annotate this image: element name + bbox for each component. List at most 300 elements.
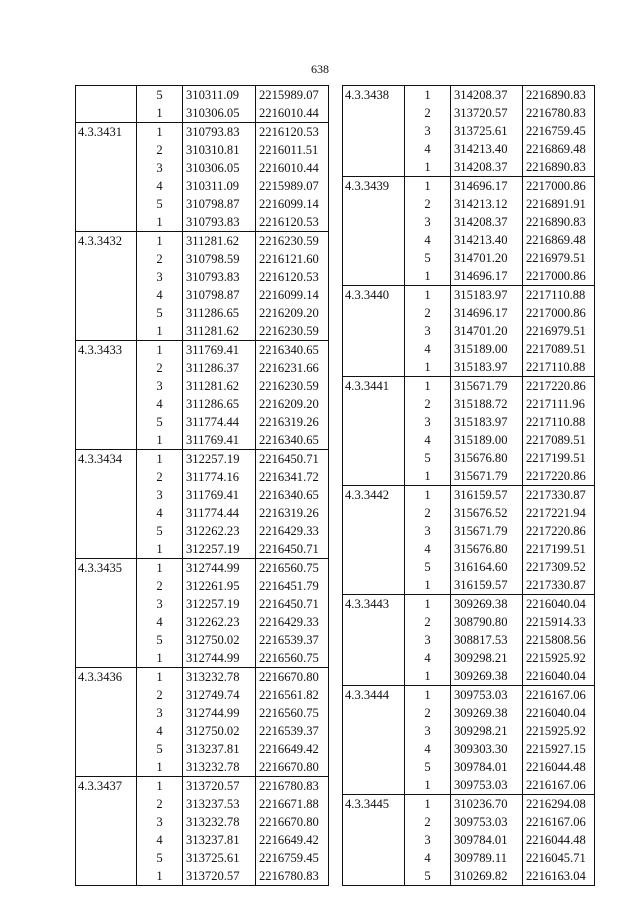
- table-row: [76, 758, 329, 777]
- x-coordinate: 313232.78: [183, 813, 256, 831]
- y-coordinate: 2216230.59: [256, 322, 329, 341]
- table-row: [76, 322, 329, 341]
- y-coordinate: 2216167.06: [523, 776, 595, 795]
- x-coordinate: 315676.80: [451, 449, 523, 467]
- table-row: [76, 504, 329, 522]
- y-coordinate: 2217330.87: [523, 486, 595, 505]
- y-coordinate: 2216319.26: [256, 413, 329, 431]
- table-row: [76, 540, 329, 559]
- parcel-id: [343, 449, 405, 467]
- coordinates-table-left: [75, 85, 329, 886]
- point-number: 1: [405, 377, 451, 396]
- point-number: 1: [137, 559, 183, 578]
- table-row: [76, 468, 329, 486]
- parcel-id: [76, 141, 137, 159]
- y-coordinate: 2216341.72: [256, 468, 329, 486]
- point-number: 4: [137, 831, 183, 849]
- x-coordinate: 310236.70: [451, 795, 523, 814]
- x-coordinate: 308790.80: [451, 613, 523, 631]
- parcel-id: 4.3.3442: [343, 486, 405, 505]
- x-coordinate: 311774.44: [183, 504, 256, 522]
- x-coordinate: 312749.74: [183, 686, 256, 704]
- point-number: 2: [405, 813, 451, 831]
- parcel-id: [343, 704, 405, 722]
- point-number: 5: [405, 449, 451, 467]
- point-number: 3: [137, 595, 183, 613]
- y-coordinate: 2216120.53: [256, 123, 329, 142]
- x-coordinate: 314208.37: [451, 213, 523, 231]
- parcel-id: [76, 159, 137, 177]
- table-row: [76, 631, 329, 649]
- x-coordinate: 309784.01: [451, 758, 523, 776]
- x-coordinate: 311281.62: [183, 232, 256, 251]
- point-number: 1: [405, 86, 451, 105]
- y-coordinate: 2216045.71: [523, 849, 595, 867]
- parcel-id: [343, 522, 405, 540]
- table-row: [76, 413, 329, 431]
- parcel-id: [76, 468, 137, 486]
- parcel-id: [343, 304, 405, 322]
- y-coordinate: 2217330.87: [523, 576, 595, 595]
- point-number: 1: [405, 158, 451, 177]
- table-row: [76, 849, 329, 867]
- x-coordinate: 315671.79: [451, 522, 523, 540]
- point-number: 1: [137, 341, 183, 360]
- point-number: 2: [137, 686, 183, 704]
- y-coordinate: 2216560.75: [256, 704, 329, 722]
- parcel-id: [76, 377, 137, 395]
- table-row: [76, 795, 329, 813]
- x-coordinate: 309269.38: [451, 667, 523, 686]
- y-coordinate: 2216979.51: [523, 249, 595, 267]
- x-coordinate: 313237.81: [183, 740, 256, 758]
- table-row: [76, 777, 329, 796]
- table-row: [76, 341, 329, 360]
- x-coordinate: 310793.83: [183, 268, 256, 286]
- point-number: 3: [137, 704, 183, 722]
- x-coordinate: 313237.81: [183, 831, 256, 849]
- y-coordinate: 2217199.51: [523, 540, 595, 558]
- table-row: [343, 177, 595, 196]
- y-coordinate: 2215989.07: [256, 177, 329, 195]
- parcel-id: [343, 467, 405, 486]
- parcel-id: [343, 340, 405, 358]
- table-row: [76, 522, 329, 540]
- y-coordinate: 2216780.83: [523, 104, 595, 122]
- parcel-id: [343, 576, 405, 595]
- y-coordinate: 2215927.15: [523, 740, 595, 758]
- y-coordinate: 2216340.65: [256, 486, 329, 504]
- x-coordinate: 315671.79: [451, 467, 523, 486]
- parcel-id: 4.3.3438: [343, 86, 405, 105]
- y-coordinate: 2216869.48: [523, 231, 595, 249]
- parcel-id: [76, 195, 137, 213]
- table-row: [343, 449, 595, 467]
- x-coordinate: 311281.62: [183, 322, 256, 341]
- parcel-id: [76, 486, 137, 504]
- table-row: [343, 831, 595, 849]
- y-coordinate: 2216231.66: [256, 359, 329, 377]
- y-coordinate: 2216040.04: [523, 704, 595, 722]
- table-row: [76, 486, 329, 504]
- parcel-id: [343, 431, 405, 449]
- table-row: [343, 522, 595, 540]
- parcel-id: [343, 631, 405, 649]
- point-number: 5: [405, 867, 451, 886]
- parcel-id: [76, 613, 137, 631]
- table-row: [343, 249, 595, 267]
- table-row: [343, 467, 595, 486]
- parcel-id: [343, 395, 405, 413]
- table-row: [343, 758, 595, 776]
- table-row: [343, 631, 595, 649]
- x-coordinate: 310306.05: [183, 104, 256, 123]
- y-coordinate: 2216167.06: [523, 813, 595, 831]
- table-row: [343, 304, 595, 322]
- parcel-id: [343, 613, 405, 631]
- point-number: 3: [405, 831, 451, 849]
- x-coordinate: 310311.09: [183, 177, 256, 195]
- parcel-id: [76, 250, 137, 268]
- y-coordinate: 2216891.91: [523, 195, 595, 213]
- y-coordinate: 2216890.83: [523, 213, 595, 231]
- x-coordinate: 314213.12: [451, 195, 523, 213]
- point-number: 4: [405, 849, 451, 867]
- point-number: 4: [137, 286, 183, 304]
- table-row: [343, 867, 595, 886]
- y-coordinate: 2216780.83: [256, 777, 329, 796]
- table-row: [76, 123, 329, 142]
- y-coordinate: 2216890.83: [523, 158, 595, 177]
- x-coordinate: 310269.82: [451, 867, 523, 886]
- x-coordinate: 313232.78: [183, 758, 256, 777]
- table-row: [343, 413, 595, 431]
- table-row: [343, 540, 595, 558]
- table-row: [76, 668, 329, 687]
- point-number: 2: [405, 504, 451, 522]
- table-row: [343, 231, 595, 249]
- table-row: [76, 813, 329, 831]
- y-coordinate: 2217110.88: [523, 286, 595, 305]
- y-coordinate: 2216759.45: [523, 122, 595, 140]
- parcel-id: 4.3.3432: [76, 232, 137, 251]
- table-row: [76, 86, 329, 105]
- point-number: 5: [137, 86, 183, 105]
- x-coordinate: 312744.99: [183, 704, 256, 722]
- point-number: 1: [405, 267, 451, 286]
- parcel-id: 4.3.3440: [343, 286, 405, 305]
- table-row: [343, 740, 595, 758]
- parcel-id: 4.3.3437: [76, 777, 137, 796]
- x-coordinate: 313232.78: [183, 668, 256, 687]
- x-coordinate: 315671.79: [451, 377, 523, 396]
- table-row: [76, 722, 329, 740]
- parcel-id: [76, 831, 137, 849]
- table-row: [76, 559, 329, 578]
- x-coordinate: 313237.53: [183, 795, 256, 813]
- point-number: 2: [405, 613, 451, 631]
- parcel-id: [76, 849, 137, 867]
- x-coordinate: 315676.52: [451, 504, 523, 522]
- y-coordinate: 2216230.59: [256, 232, 329, 251]
- table-row: [343, 286, 595, 305]
- table-row: [343, 86, 595, 105]
- y-coordinate: 2216120.53: [256, 213, 329, 232]
- point-number: 1: [405, 795, 451, 814]
- x-coordinate: 314696.17: [451, 304, 523, 322]
- point-number: 1: [405, 467, 451, 486]
- point-number: 1: [137, 450, 183, 469]
- point-number: 3: [405, 631, 451, 649]
- table-row: [343, 849, 595, 867]
- table-row: [343, 813, 595, 831]
- x-coordinate: 312257.19: [183, 595, 256, 613]
- y-coordinate: 2216011.51: [256, 141, 329, 159]
- point-number: 3: [137, 268, 183, 286]
- point-number: 1: [137, 322, 183, 341]
- x-coordinate: 312261.95: [183, 577, 256, 595]
- table-row: [76, 195, 329, 213]
- table-row: [76, 286, 329, 304]
- point-number: 4: [405, 140, 451, 158]
- y-coordinate: 2216649.42: [256, 831, 329, 849]
- point-number: 2: [137, 250, 183, 268]
- parcel-id: [343, 249, 405, 267]
- table-row: [343, 340, 595, 358]
- point-number: 4: [405, 340, 451, 358]
- parcel-id: 4.3.3434: [76, 450, 137, 469]
- table-row: [76, 232, 329, 251]
- y-coordinate: 2216209.20: [256, 395, 329, 413]
- page-number: 638: [311, 62, 329, 76]
- y-coordinate: 2216979.51: [523, 322, 595, 340]
- x-coordinate: 311769.41: [183, 341, 256, 360]
- table-row: [343, 722, 595, 740]
- parcel-id: [343, 867, 405, 886]
- y-coordinate: 2215925.92: [523, 649, 595, 667]
- point-number: 2: [137, 359, 183, 377]
- y-coordinate: 2217220.86: [523, 377, 595, 396]
- y-coordinate: 2216780.83: [256, 867, 329, 886]
- y-coordinate: 2217220.86: [523, 522, 595, 540]
- x-coordinate: 312750.02: [183, 722, 256, 740]
- y-coordinate: 2216099.14: [256, 286, 329, 304]
- point-number: 1: [137, 668, 183, 687]
- point-number: 1: [137, 213, 183, 232]
- point-number: 4: [137, 504, 183, 522]
- table-row: [343, 104, 595, 122]
- table-row: [343, 558, 595, 576]
- x-coordinate: 310793.83: [183, 123, 256, 142]
- y-coordinate: 2216670.80: [256, 813, 329, 831]
- y-coordinate: 2216429.33: [256, 522, 329, 540]
- x-coordinate: 311281.62: [183, 377, 256, 395]
- point-number: 2: [137, 795, 183, 813]
- y-coordinate: 2216121.60: [256, 250, 329, 268]
- table-row: [343, 776, 595, 795]
- x-coordinate: 310798.87: [183, 195, 256, 213]
- x-coordinate: 312262.23: [183, 613, 256, 631]
- x-coordinate: 309298.21: [451, 722, 523, 740]
- point-number: 5: [137, 631, 183, 649]
- table-row: [76, 141, 329, 159]
- parcel-id: [76, 722, 137, 740]
- table-row: [76, 686, 329, 704]
- point-number: 1: [137, 867, 183, 886]
- y-coordinate: 2215989.07: [256, 86, 329, 105]
- table-row: [76, 595, 329, 613]
- y-coordinate: 2217111.96: [523, 395, 595, 413]
- y-coordinate: 2217110.88: [523, 413, 595, 431]
- parcel-id: [76, 795, 137, 813]
- table-row: [76, 159, 329, 177]
- y-coordinate: 2216230.59: [256, 377, 329, 395]
- y-coordinate: 2216040.04: [523, 667, 595, 686]
- point-number: 4: [137, 395, 183, 413]
- y-coordinate: 2216671.88: [256, 795, 329, 813]
- x-coordinate: 309303.30: [451, 740, 523, 758]
- table-row: [343, 667, 595, 686]
- point-number: 1: [137, 758, 183, 777]
- coordinates-table-right: [342, 85, 595, 886]
- table-row: [343, 267, 595, 286]
- point-number: 5: [137, 304, 183, 322]
- point-number: 1: [137, 777, 183, 796]
- y-coordinate: 2216044.48: [523, 831, 595, 849]
- table-row: [76, 304, 329, 322]
- x-coordinate: 309269.38: [451, 704, 523, 722]
- x-coordinate: 312744.99: [183, 559, 256, 578]
- parcel-id: [76, 704, 137, 722]
- point-number: 2: [137, 577, 183, 595]
- y-coordinate: 2216560.75: [256, 649, 329, 668]
- x-coordinate: 312262.23: [183, 522, 256, 540]
- parcel-id: [343, 722, 405, 740]
- point-number: 3: [137, 159, 183, 177]
- y-coordinate: 2216450.71: [256, 595, 329, 613]
- x-coordinate: 312257.19: [183, 540, 256, 559]
- parcel-id: [76, 431, 137, 450]
- x-coordinate: 313720.57: [183, 777, 256, 796]
- y-coordinate: 2216451.79: [256, 577, 329, 595]
- parcel-id: [76, 686, 137, 704]
- table-row: [343, 504, 595, 522]
- x-coordinate: 315183.97: [451, 413, 523, 431]
- point-number: 1: [405, 286, 451, 305]
- parcel-id: [76, 304, 137, 322]
- y-coordinate: 2215925.92: [523, 722, 595, 740]
- parcel-id: [76, 104, 137, 123]
- parcel-id: 4.3.3431: [76, 123, 137, 142]
- y-coordinate: 2215808.56: [523, 631, 595, 649]
- x-coordinate: 315676.80: [451, 540, 523, 558]
- point-number: 3: [137, 813, 183, 831]
- parcel-id: [76, 522, 137, 540]
- parcel-id: [343, 813, 405, 831]
- y-coordinate: 2216890.83: [523, 86, 595, 105]
- x-coordinate: 314701.20: [451, 249, 523, 267]
- point-number: 1: [405, 595, 451, 614]
- x-coordinate: 309784.01: [451, 831, 523, 849]
- point-number: 5: [405, 249, 451, 267]
- y-coordinate: 2217089.51: [523, 340, 595, 358]
- parcel-id: [343, 413, 405, 431]
- point-number: 1: [405, 776, 451, 795]
- x-coordinate: 308817.53: [451, 631, 523, 649]
- parcel-id: [343, 231, 405, 249]
- parcel-id: [343, 358, 405, 377]
- parcel-id: [76, 286, 137, 304]
- x-coordinate: 310798.87: [183, 286, 256, 304]
- point-number: 1: [405, 576, 451, 595]
- point-number: 3: [405, 413, 451, 431]
- y-coordinate: 2217221.94: [523, 504, 595, 522]
- y-coordinate: 2217110.88: [523, 358, 595, 377]
- x-coordinate: 314208.37: [451, 86, 523, 105]
- table-row: [343, 595, 595, 614]
- parcel-id: [76, 740, 137, 758]
- table-row: [343, 613, 595, 631]
- x-coordinate: 315189.00: [451, 340, 523, 358]
- point-number: 5: [137, 740, 183, 758]
- table-row: [343, 686, 595, 705]
- y-coordinate: 2216670.80: [256, 758, 329, 777]
- y-coordinate: 2216319.26: [256, 504, 329, 522]
- y-coordinate: 2216450.71: [256, 450, 329, 469]
- point-number: 1: [137, 123, 183, 142]
- y-coordinate: 2217000.86: [523, 177, 595, 196]
- parcel-id: [343, 740, 405, 758]
- x-coordinate: 311769.41: [183, 431, 256, 450]
- table-row: [76, 831, 329, 849]
- table-row: [343, 576, 595, 595]
- y-coordinate: 2216561.82: [256, 686, 329, 704]
- table-row: [76, 359, 329, 377]
- parcel-id: [76, 577, 137, 595]
- parcel-id: 4.3.3436: [76, 668, 137, 687]
- point-number: 4: [137, 177, 183, 195]
- parcel-id: [76, 413, 137, 431]
- x-coordinate: 309269.38: [451, 595, 523, 614]
- point-number: 4: [405, 231, 451, 249]
- x-coordinate: 311286.65: [183, 395, 256, 413]
- y-coordinate: 2216167.06: [523, 686, 595, 705]
- x-coordinate: 316159.57: [451, 486, 523, 505]
- table-row: [343, 140, 595, 158]
- parcel-id: 4.3.3445: [343, 795, 405, 814]
- x-coordinate: 315183.97: [451, 358, 523, 377]
- point-number: 1: [405, 667, 451, 686]
- parcel-id: [343, 195, 405, 213]
- table-row: [76, 649, 329, 668]
- parcel-id: 4.3.3444: [343, 686, 405, 705]
- x-coordinate: 311286.65: [183, 304, 256, 322]
- x-coordinate: 309789.11: [451, 849, 523, 867]
- table-row: [343, 649, 595, 667]
- x-coordinate: 312750.02: [183, 631, 256, 649]
- y-coordinate: 2216450.71: [256, 540, 329, 559]
- x-coordinate: 315188.72: [451, 395, 523, 413]
- parcel-id: [76, 504, 137, 522]
- x-coordinate: 315183.97: [451, 286, 523, 305]
- parcel-id: [343, 213, 405, 231]
- point-number: 2: [405, 395, 451, 413]
- point-number: 4: [405, 540, 451, 558]
- parcel-id: [76, 359, 137, 377]
- y-coordinate: 2216163.04: [523, 867, 595, 886]
- parcel-id: [76, 595, 137, 613]
- y-coordinate: 2217220.86: [523, 467, 595, 486]
